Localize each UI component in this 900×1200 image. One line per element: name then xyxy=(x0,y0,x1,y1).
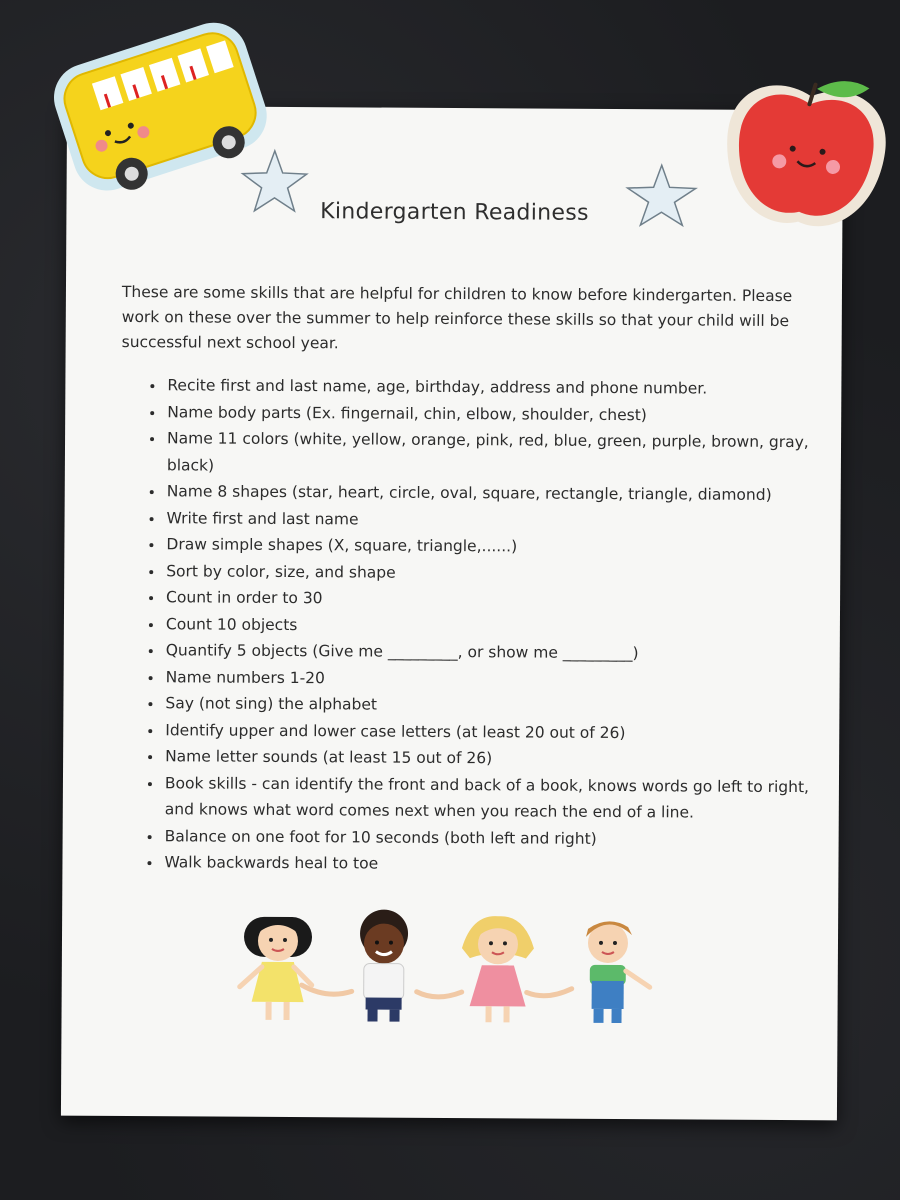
school-bus-icon xyxy=(40,2,280,222)
list-item: • Name 8 shapes (star, heart, circle, oval, square, rectangle, triangle, diamond) xyxy=(165,478,825,509)
list-item: • Write first and last name xyxy=(164,505,824,536)
list-item: • Name body parts (Ex. fingernail, chin, elbow, shoulder, chest) xyxy=(165,399,825,430)
list-item: • Name 11 colors (white, yellow, orange, pink, red, blue, green, purple, brown, gray, black) xyxy=(165,425,825,482)
list-item: • Count 10 objects xyxy=(164,611,824,642)
list-item: • Name letter sounds (at least 15 out of 26) xyxy=(163,743,823,774)
list-item: • Say (not sing) the alphabet xyxy=(163,690,823,721)
list-item: • Name numbers 1-20 xyxy=(164,664,824,695)
skills-list xyxy=(142,372,825,880)
children-holding-hands-illustration xyxy=(221,907,702,1030)
apple-icon xyxy=(712,66,898,246)
list-item: • Book skills - can identify the front and back of a book, knows words go left to right, and knows what word comes next when you reach the end of a line. xyxy=(163,770,823,827)
list-item: • Walk backwards heal to toe xyxy=(162,849,822,880)
list-item: • Recite first and last name, age, birthday, address and phone number. xyxy=(165,372,825,403)
list-item: • Identify upper and lower case letters (at least 20 out of 26) xyxy=(163,717,823,748)
list-item: • Draw simple shapes (X, square, triangle,......) xyxy=(164,531,824,562)
list-item: • Balance on one foot for 10 seconds (both left and right) xyxy=(163,823,823,854)
list-item: • Count in order to 30 xyxy=(164,584,824,615)
worksheet-paper xyxy=(61,106,843,1121)
intro-paragraph: These are some skills that are helpful for children to know before kindergarten. Please work on these over the summer to help reinforce these skills so that your child will be successful next school year. xyxy=(121,282,793,352)
page-title: Kindergarten Readiness xyxy=(320,199,589,226)
list-item: • Quantify 5 objects (Give me _________, or show me _________) xyxy=(164,637,824,668)
list-item: • Sort by color, size, and shape xyxy=(164,558,824,589)
